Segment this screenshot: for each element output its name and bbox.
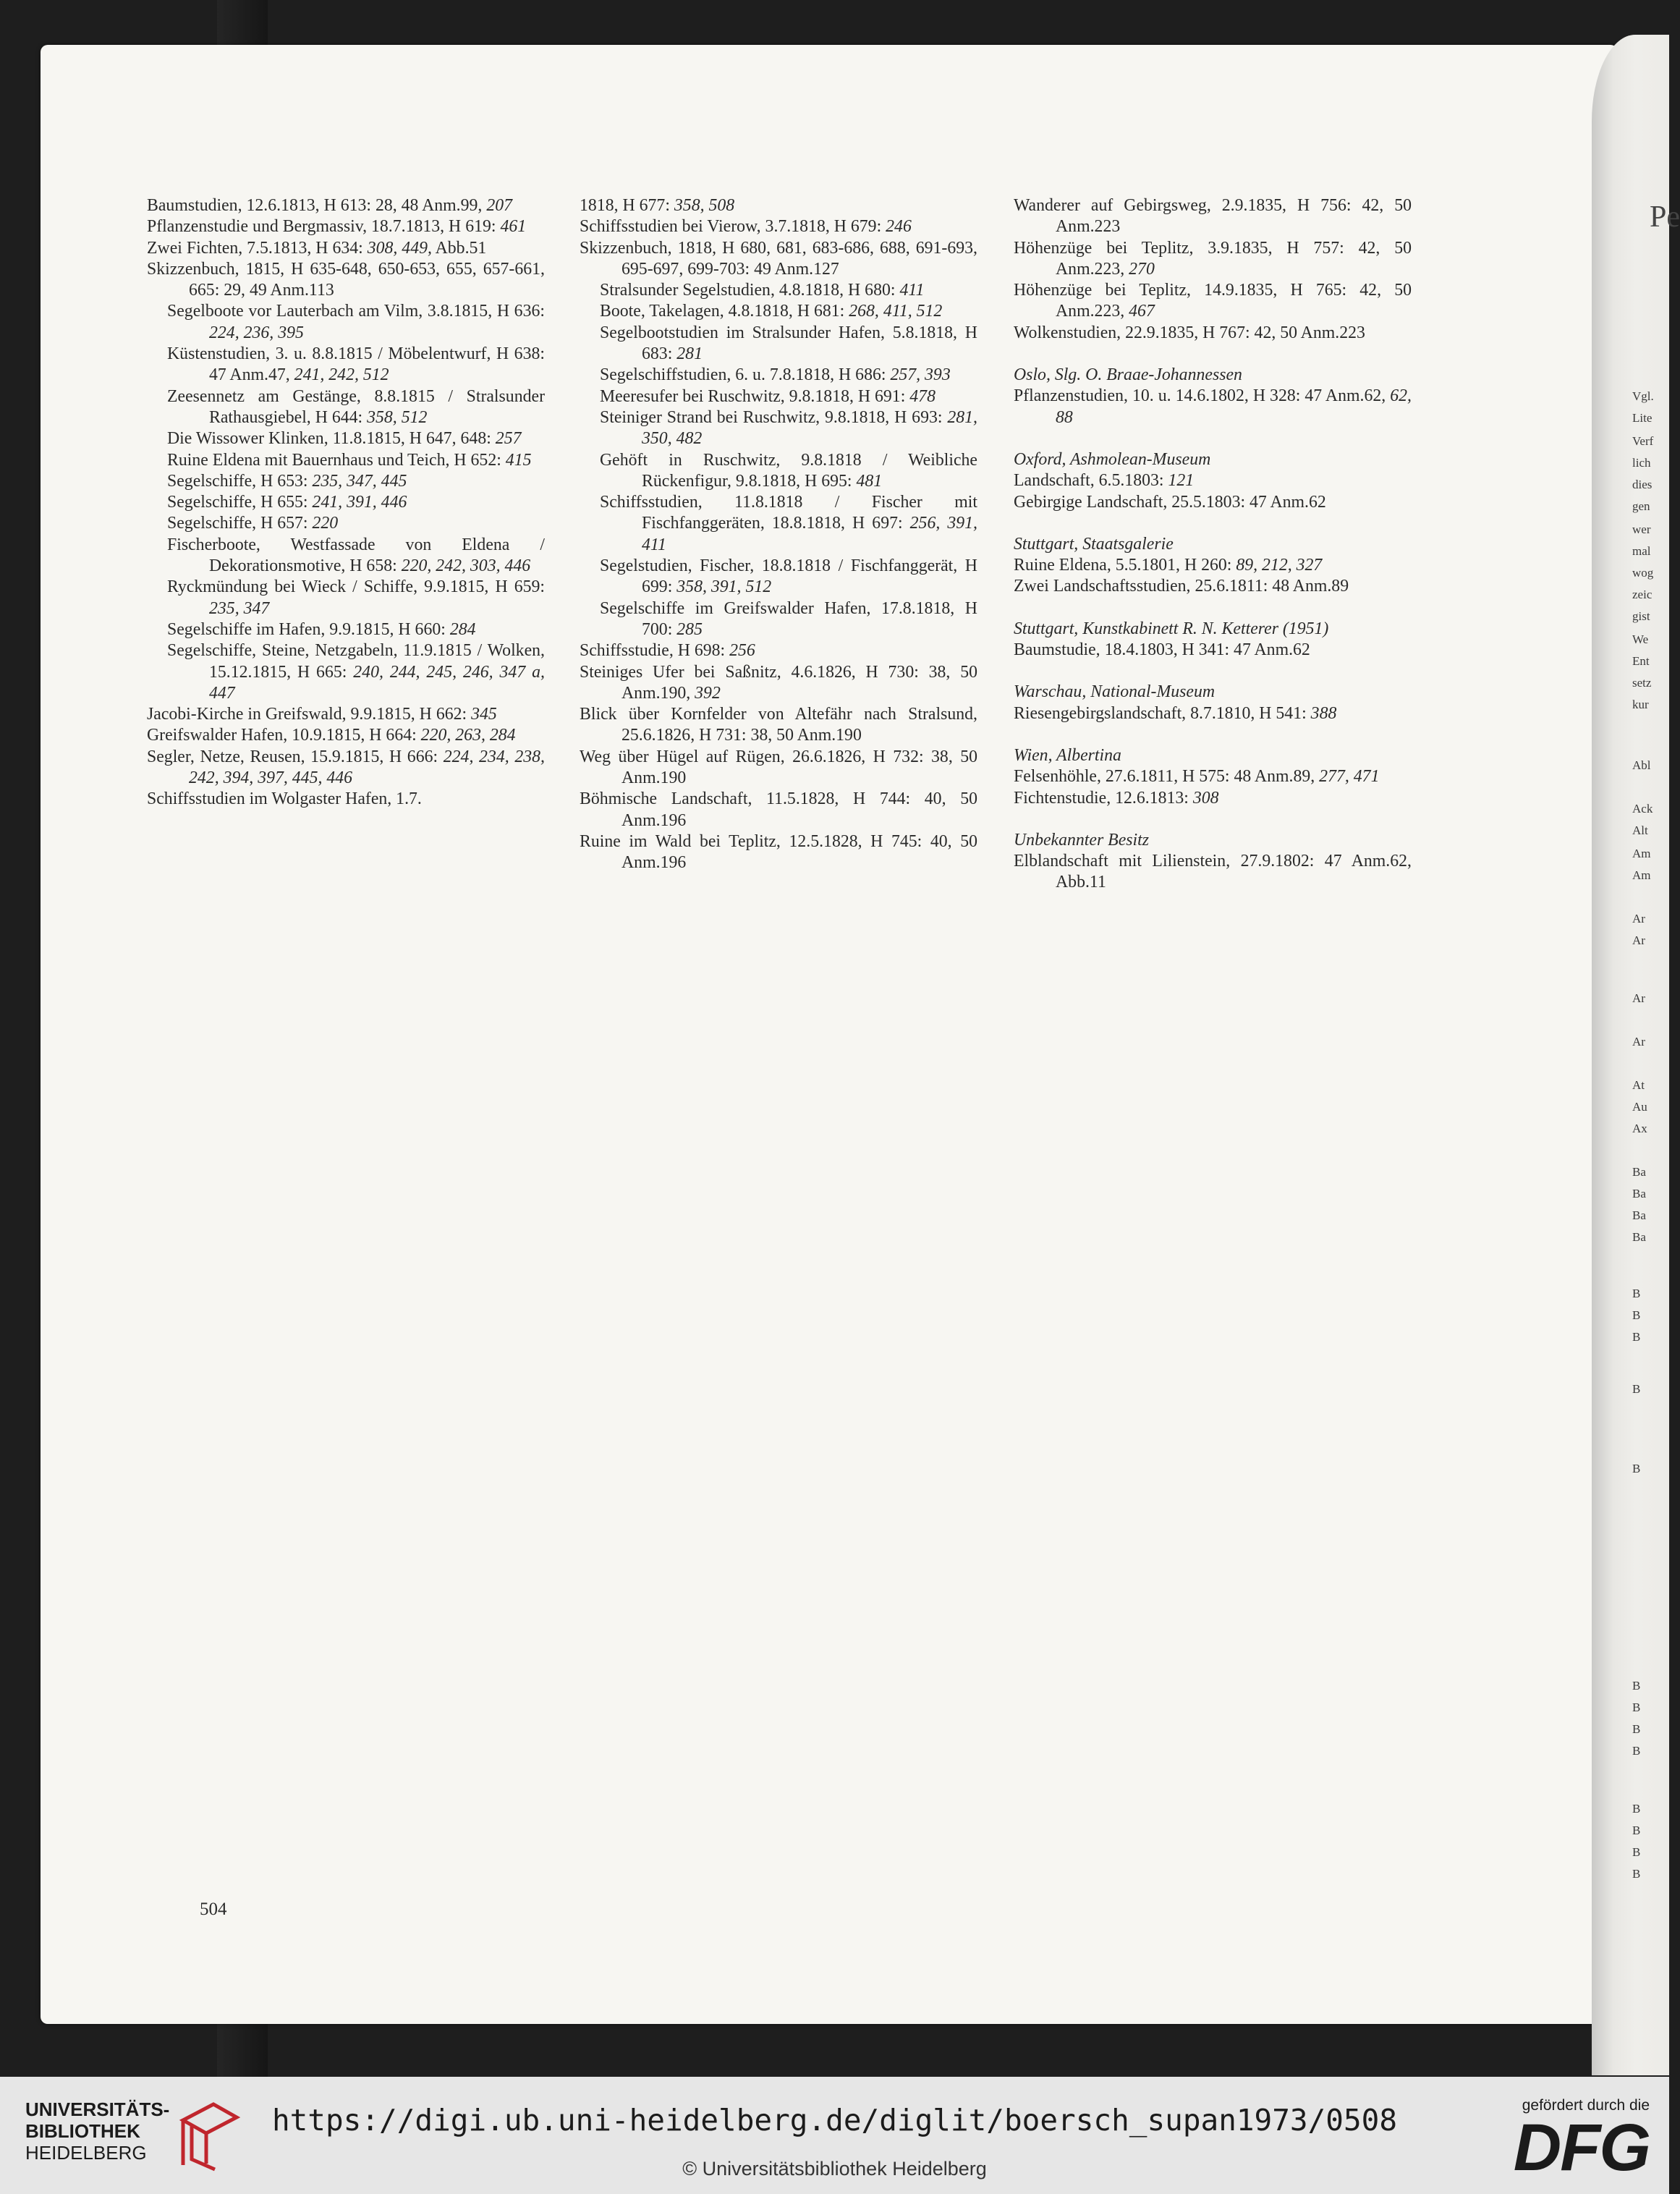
entry-text: 1818, H 677: <box>580 196 674 215</box>
index-entry <box>1014 766 1412 787</box>
index-subentry <box>147 428 545 449</box>
library-name-line1: UNIVERSITÄTS- <box>25 2098 170 2120</box>
entry-text: Gehöft in Ruschwitz, 9.8.1818 / Weibliche Rückenfigur, 9.8.1818, H 695: <box>600 450 977 491</box>
index-entry <box>580 216 977 237</box>
entry-text: Segelschiffe im Greifswalder Hafen, 17.8.1818, H 700: <box>600 598 977 639</box>
illustration-refs: 235, 347 <box>209 598 270 618</box>
illustration-refs: 240, 244, 245, 246, 347 a, 447 <box>209 662 545 703</box>
illustration-refs: 256, 391, 411 <box>642 514 977 554</box>
illustration-refs: 268, 411, 512 <box>849 302 943 321</box>
next-page-line-fragment: wer <box>1632 522 1651 536</box>
entry-text: Segelschiffe, H 657: <box>167 514 313 533</box>
next-page-line-fragment: Abl <box>1632 758 1651 772</box>
index-subentry <box>147 450 545 471</box>
illustration-refs: 415 <box>505 450 532 470</box>
index-entry <box>1014 238 1412 281</box>
illustration-refs: 241, 242, 512 <box>294 365 389 385</box>
entry-text: Zwei Landschaftsstudien, 25.6.1811: 48 Anm.89 <box>1014 577 1349 596</box>
index-subentry <box>580 598 977 641</box>
entry-text: Landschaft, 6.5.1803: <box>1014 471 1168 491</box>
next-page-line-fragment: B <box>1632 1802 1641 1816</box>
entry-text: Gebirgige Landschaft, 25.5.1803: 47 Anm.62 <box>1014 492 1326 512</box>
next-page-line-fragment: B <box>1632 1330 1641 1344</box>
index-entry <box>580 195 977 216</box>
illustration-refs: 235, 347, 445 <box>312 471 407 491</box>
entry-text: Küstenstudien, 3. u. 8.8.1815 / Möbelentwurf, H 638: 47 Anm.47, <box>167 344 545 385</box>
entry-text: Segelboote vor Lauterbach am Vilm, 3.8.1815, H 636: <box>167 302 545 321</box>
next-page-line-fragment: zeic <box>1632 588 1653 601</box>
illustration-refs: 308, 449, <box>367 238 432 258</box>
index-subentry <box>147 301 545 344</box>
index-entry <box>1014 788 1412 809</box>
index-subentry <box>147 492 545 513</box>
illustration-refs: 256 <box>729 641 755 661</box>
entry-tail: Abb.51 <box>431 238 487 258</box>
next-page-line-fragment: lich <box>1632 456 1651 470</box>
illustration-refs: 220 <box>312 514 339 533</box>
entry-text: Steiniges Ufer bei Saßnitz, 4.6.1826, H 730: 38, 50 Anm.190, <box>580 662 977 703</box>
next-page-line-fragment: Ba <box>1632 1165 1646 1179</box>
next-page-line-fragment: Ar <box>1632 912 1645 926</box>
index-subentry <box>580 450 977 493</box>
index-entry <box>147 725 545 746</box>
next-page-line-fragment: gen <box>1632 499 1650 513</box>
illustration-refs: 411 <box>899 281 925 300</box>
index-entry <box>147 216 545 237</box>
index-entry <box>1014 492 1412 513</box>
dfg-funder-logo[interactable] <box>1483 2097 1650 2184</box>
entry-text: Segelschiffe, Steine, Netzgabeln, 11.9.1815 / Wolken, 15.12.1815, H 665: <box>167 641 545 682</box>
next-page-line-fragment: Au <box>1632 1100 1647 1114</box>
index-entry <box>580 640 977 661</box>
index-column-3 <box>1014 195 1412 894</box>
entry-text: Segler, Netze, Reusen, 15.9.1815, H 666: <box>147 747 444 766</box>
illustration-refs: 281 <box>676 344 703 364</box>
entry-text: Schiffsstudie, H 698: <box>580 641 730 661</box>
illustration-refs: 388 <box>1310 703 1337 723</box>
next-page-line-fragment: Am <box>1632 847 1651 860</box>
collection-heading: Warschau, National-Museum <box>1014 682 1216 702</box>
entry-text: Segelschiffe, H 655: <box>167 493 313 512</box>
entry-text: Meeresufer bei Ruschwitz, 9.8.1818, H 691: <box>600 386 910 406</box>
copyright-notice: © Universitätsbibliothek Heidelberg <box>682 2158 987 2180</box>
index-subentry <box>147 471 545 492</box>
illustration-refs: 461 <box>500 217 527 237</box>
next-page-line-fragment: At <box>1632 1078 1645 1092</box>
next-page-line-fragment: setz <box>1632 676 1652 690</box>
funder-caption: gefördert durch die <box>1522 2097 1650 2114</box>
index-entry <box>1014 280 1412 323</box>
index-entry <box>580 831 977 874</box>
entry-text: Pflanzenstudie und Bergmassiv, 18.7.1813, H 619: <box>147 217 501 237</box>
entry-text: Weg über Hügel auf Rügen, 26.6.1826, H 732: 38, 50 Anm.190 <box>580 747 977 788</box>
entry-text: Steiniger Strand bei Ruschwitz, 9.8.1818, H 693: <box>600 407 948 427</box>
index-entry <box>147 259 545 302</box>
index-entry <box>1014 386 1412 428</box>
index-entry <box>1014 703 1412 724</box>
entry-text: Greifswalder Hafen, 10.9.1815, H 664: <box>147 726 421 745</box>
next-page-line-fragment: B <box>1632 1722 1641 1736</box>
collection-heading: Wien, Albertina <box>1014 745 1121 765</box>
next-page-line-fragment: Lite <box>1632 411 1653 425</box>
illustration-refs: 220, 242, 303, 446 <box>401 556 531 576</box>
next-page-line-fragment: We <box>1632 632 1649 646</box>
entry-text: Böhmische Landschaft, 11.5.1828, H 744: 40, 50 Anm.196 <box>580 789 977 830</box>
entry-text: Schiffsstudien im Wolgaster Hafen, 1.7. <box>147 789 422 809</box>
index-column-1 <box>147 195 545 810</box>
next-page-line-fragment: B <box>1632 1700 1641 1714</box>
index-subentry <box>147 344 545 386</box>
entry-text: Zeesennetz am Gestänge, 8.8.1815 / Stralsunder Rathausgiebel, H 644: <box>167 386 545 427</box>
collection-heading: Oxford, Ashmolean-Museum <box>1014 449 1211 469</box>
entry-text: Höhenzüge bei Teplitz, 3.9.1835, H 757: 42, 50 Anm.223, <box>1014 238 1412 279</box>
illustration-refs: 241, 391, 446 <box>312 493 407 512</box>
next-page-line-fragment: B <box>1632 1462 1641 1475</box>
illustration-refs: 308 <box>1192 788 1219 808</box>
entry-text: Ruine im Wald bei Teplitz, 12.5.1828, H 745: 40, 50 Anm.196 <box>580 831 977 873</box>
next-page-line-fragment: Ar <box>1632 991 1645 1005</box>
entry-text: Elblandschaft mit Lilienstein, 27.9.1802: 47 Anm.62, Abb.11 <box>1014 852 1412 892</box>
illustration-refs: 358, 391, 512 <box>676 577 772 597</box>
next-page-line-fragment: B <box>1632 1382 1641 1396</box>
entry-text: Fischerboote, Westfassade von Eldena / Dekorationsmotive, H 658: <box>167 535 545 576</box>
index-entry <box>1014 851 1412 894</box>
entry-text: Ruine Eldena, 5.5.1801, H 260: <box>1014 556 1236 575</box>
entry-text: Pflanzenstudien, 10. u. 14.6.1802, H 328: 47 Anm.62, <box>1014 386 1391 406</box>
illustration-refs: 277, 471 <box>1319 767 1380 787</box>
illustration-refs: 89, 212, 327 <box>1236 556 1323 575</box>
index-subentry <box>580 301 977 322</box>
index-entry <box>1014 576 1412 597</box>
next-page-line-fragment: Ax <box>1632 1122 1647 1135</box>
index-subentry <box>147 513 545 534</box>
illustration-refs: 121 <box>1168 471 1195 491</box>
next-page-line-fragment: Ba <box>1632 1187 1646 1200</box>
illustration-refs: 358, 512 <box>367 407 428 427</box>
illustration-refs: 270 <box>1129 259 1155 279</box>
entry-text: Segelschiffe im Hafen, 9.9.1815, H 660: <box>167 619 450 639</box>
entry-text: Blick über Kornfelder von Altefähr nach Stralsund, 25.6.1826, H 731: 38, 50 Anm.190 <box>580 705 977 745</box>
index-entry <box>1014 470 1412 491</box>
illustration-refs: 345 <box>471 705 497 724</box>
entry-text: Die Wissower Klinken, 11.8.1815, H 647, 648: <box>167 429 496 449</box>
index-subentry <box>147 619 545 640</box>
illustration-refs: 257 <box>495 429 522 449</box>
entry-text: Schiffsstudien, 11.8.1818 / Fischer mit Fischfanggeräten, 18.8.1818, H 697: <box>600 493 977 533</box>
illustration-refs: 392 <box>695 683 721 703</box>
index-subentry <box>580 386 977 407</box>
index-subentry <box>580 365 977 386</box>
index-entry <box>1014 323 1412 344</box>
entry-text: Felsenhöhle, 27.6.1811, H 575: 48 Anm.89, <box>1014 767 1320 787</box>
index-entry <box>1014 555 1412 576</box>
next-page-line-fragment: Verf <box>1632 434 1654 448</box>
index-entry <box>147 238 545 259</box>
index-entry <box>147 704 545 725</box>
collection-heading: Stuttgart, Kunstkabinett R. N. Ketterer (1951) <box>1014 619 1329 638</box>
entry-text: Stralsunder Segelstudien, 4.8.1818, H 680: <box>600 281 900 300</box>
entry-text: Riesengebirgslandschaft, 8.7.1810, H 541: <box>1014 703 1311 723</box>
illustration-refs: 478 <box>909 386 936 406</box>
next-page-line-fragment: B <box>1632 1287 1641 1300</box>
next-page-line-fragment: Am <box>1632 868 1651 882</box>
illustration-refs: 220, 263, 284 <box>420 726 516 745</box>
entry-text: Segelbootstudien im Stralsunder Hafen, 5.8.1818, H 683: <box>600 323 977 364</box>
collection-heading: Unbekannter Besitz <box>1014 830 1150 850</box>
next-page-line-fragment: Ar <box>1632 933 1645 947</box>
entry-text: Zwei Fichten, 7.5.1813, H 634: <box>147 238 368 258</box>
entry-text: Segelschiffstudien, 6. u. 7.8.1818, H 686: <box>600 365 891 385</box>
viewer-footer <box>0 2077 1669 2194</box>
index-entry <box>147 747 545 789</box>
illustration-refs: 224, 236, 395 <box>209 323 304 342</box>
index-subentry <box>147 577 545 619</box>
illustration-refs: 481 <box>856 471 883 491</box>
next-page-line-fragment: B <box>1632 1845 1641 1859</box>
collection-heading: Oslo, Slg. O. Braae-Johannessen <box>1014 365 1242 385</box>
entry-text: Höhenzüge bei Teplitz, 14.9.1835, H 765: 42, 50 Anm.223, <box>1014 281 1412 321</box>
index-subentry <box>580 407 977 450</box>
index-subentry <box>580 492 977 556</box>
illustration-refs: 62, 88 <box>1056 386 1412 427</box>
next-page-line-fragment: Ack <box>1632 802 1653 816</box>
index-entry <box>1014 195 1412 238</box>
next-page-line-fragment: B <box>1632 1824 1641 1837</box>
next-page-line-fragment: Vgl. <box>1632 389 1654 403</box>
entry-text: Fichtenstudie, 12.6.1813: <box>1014 788 1193 808</box>
illustration-refs: 467 <box>1129 302 1155 321</box>
entry-text: Skizzenbuch, 1818, H 680, 681, 683-686, 688, 691-693, 695-697, 699-703: 49 Anm.127 <box>580 238 977 279</box>
next-page-line-fragment: B <box>1632 1867 1641 1881</box>
illustration-refs: 281, 350, 482 <box>642 407 977 449</box>
entry-text: Wolkenstudien, 22.9.1835, H 767: 42, 50 Anm.223 <box>1014 323 1365 342</box>
next-page-line-fragment: Alt <box>1632 823 1648 837</box>
entry-text: Baumstudien, 12.6.1813, H 613: 28, 48 Anm.99, <box>147 196 487 215</box>
next-page-line-fragment: gist <box>1632 609 1650 623</box>
entry-text: Segelschiffe, H 653: <box>167 471 313 491</box>
entry-text: Schiffsstudien bei Vierow, 3.7.1818, H 679: <box>580 217 886 237</box>
index-entry <box>147 195 545 216</box>
next-page-line-fragment: Ar <box>1632 1035 1645 1049</box>
illustration-refs: 224, 234, 238, 242, 394, 397, 445, 446 <box>189 747 545 788</box>
index-subentry <box>147 535 545 577</box>
next-page-line-fragment: B <box>1632 1744 1641 1758</box>
entry-text: Ryckmündung bei Wieck / Schiffe, 9.9.1815, H 659: <box>167 577 545 597</box>
permalink-url[interactable]: https://digi.ub.uni-heidelberg.de/diglit/boersch_supan1973/0508 <box>271 2103 1398 2138</box>
illustration-refs: 257, 393 <box>890 365 951 385</box>
entry-text: Jacobi-Kirche in Greifswald, 9.9.1815, H 662: <box>147 705 472 724</box>
entry-text: Baumstudie, 18.4.1803, H 341: 47 Anm.62 <box>1014 640 1310 660</box>
next-page-line-fragment: B <box>1632 1308 1641 1322</box>
next-page-line-fragment: wog <box>1632 566 1654 580</box>
index-subentry <box>580 280 977 301</box>
entry-text: Boote, Takelagen, 4.8.1818, H 681: <box>600 302 849 321</box>
next-page-edge <box>1592 35 1680 2075</box>
index-subentry <box>580 556 977 598</box>
index-subentry <box>147 386 545 429</box>
next-page-line-fragment: B <box>1632 1679 1641 1693</box>
next-page-line-fragment: dies <box>1632 478 1653 491</box>
illustration-refs: 285 <box>676 619 703 639</box>
index-entry <box>580 789 977 831</box>
entry-text: Wanderer auf Gebirgsweg, 2.9.1835, H 756: 42, 50 Anm.223 <box>1014 196 1412 237</box>
illustration-refs: 246 <box>886 217 912 237</box>
next-page-line-fragment: Ba <box>1632 1230 1646 1244</box>
next-page-line-fragment: Ba <box>1632 1208 1646 1222</box>
illustration-refs: 284 <box>449 619 476 639</box>
index-column-2 <box>580 195 977 874</box>
funder-name: DFG <box>1513 2111 1650 2185</box>
illustration-refs: 358, 508 <box>674 196 735 215</box>
index-entry <box>147 789 545 810</box>
next-page-line-fragment: kur <box>1632 698 1649 711</box>
index-entry <box>580 662 977 705</box>
entry-text: Segelstudien, Fischer, 18.8.1818 / Fischfanggerät, H 699: <box>600 556 977 597</box>
index-entry <box>580 747 977 789</box>
index-entry <box>1014 640 1412 661</box>
next-page-line-fragment: Ent <box>1632 654 1650 668</box>
next-page-title-fragment: Pe <box>1650 200 1680 234</box>
illustration-refs: 207 <box>486 196 513 215</box>
next-page-line-fragment: mal <box>1632 544 1651 558</box>
index-subentry <box>580 323 977 365</box>
page-number: 504 <box>200 1899 227 1919</box>
library-name-line3: HEIDELBERG <box>25 2142 147 2164</box>
index-subentry <box>147 640 545 704</box>
collection-heading: Stuttgart, Staatsgalerie <box>1014 534 1174 554</box>
entry-text: Ruine Eldena mit Bauernhaus und Teich, H 652: <box>167 450 506 470</box>
index-entry <box>580 704 977 747</box>
index-entry <box>580 238 977 281</box>
library-name-line2: BIBLIOTHEK <box>25 2120 140 2142</box>
entry-text: Skizzenbuch, 1815, H 635-648, 650-653, 655, 657-661, 665: 29, 49 Anm.113 <box>147 259 545 300</box>
